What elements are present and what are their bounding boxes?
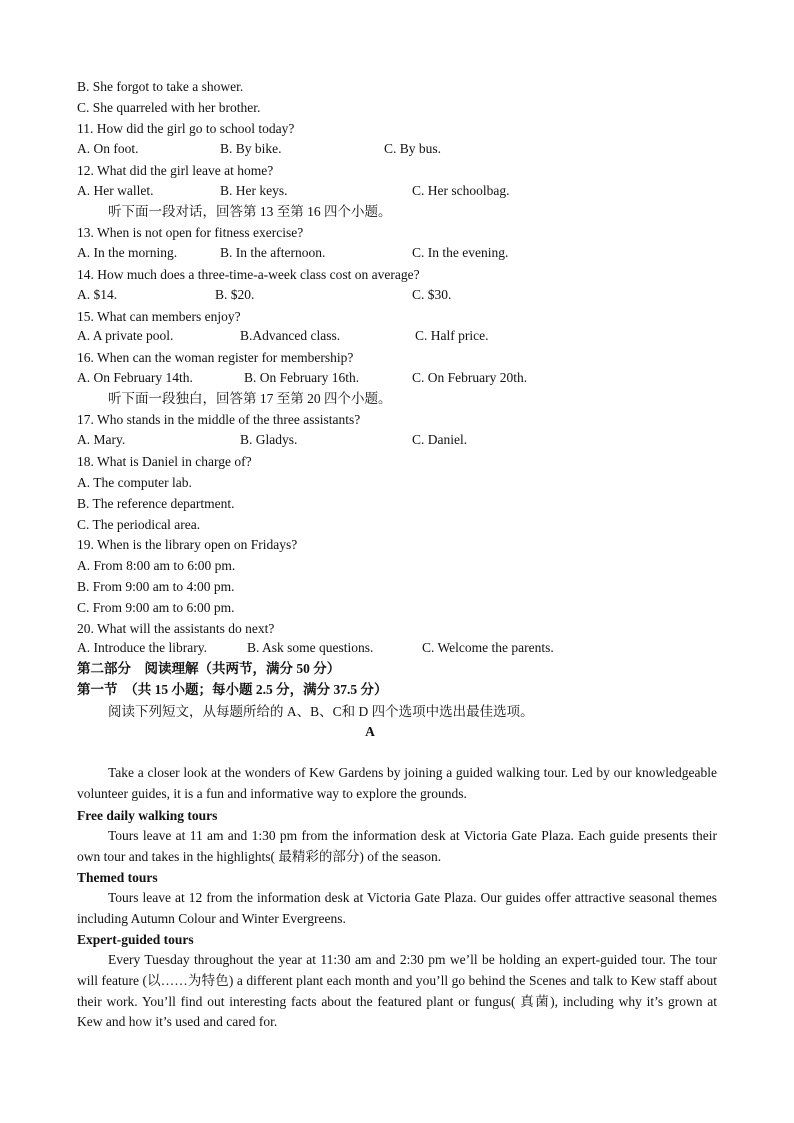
- q14-option-a: A. $14.: [77, 287, 118, 302]
- q18-question: 18. What is Daniel in charge of?: [77, 454, 252, 469]
- q18-option-b: B. The reference department.: [77, 496, 235, 511]
- free-tours-text: Tours leave at 11 am and 1:30 pm from the information desk at Victoria Gate Plaza. Each guide presents their own tour and takes in the highlights( 最精彩的部分) of the season.: [77, 828, 717, 864]
- q17-option-c: C. Daniel.: [412, 432, 468, 447]
- q12-option-c: C. Her schoolbag.: [412, 183, 510, 198]
- q20-question: 20. What will the assistants do next?: [77, 621, 275, 636]
- q16-option-b: B. On February 16th.: [244, 370, 360, 385]
- q11-option-b: B. By bike.: [220, 141, 282, 156]
- passage-label: A: [365, 724, 375, 739]
- q14-question: 14. How much does a three-time-a-week class cost on average?: [77, 267, 420, 282]
- q20-option-c: C. Welcome the parents.: [422, 640, 554, 655]
- q15-option-c: C. Half price.: [415, 328, 489, 343]
- q11-question: 11. How did the girl go to school today?: [77, 121, 295, 136]
- reading-instruction: 阅读下列短文，从每题所给的 A、B、C和 D 四个选项中选出最佳选项。: [108, 704, 534, 719]
- q20-option-a: A. Introduce the library.: [77, 640, 207, 655]
- q17-option-b: B. Gladys.: [240, 432, 298, 447]
- q10-option-b: B. She forgot to take a shower.: [77, 79, 244, 94]
- q13-option-c: C. In the evening.: [412, 245, 509, 260]
- q19-question: 19. When is the library open on Fridays?: [77, 537, 298, 552]
- q18-option-c: C. The periodical area.: [77, 517, 201, 532]
- part-two-title: 第二部分 阅读理解（共两节，满分 50 分）: [77, 661, 341, 676]
- q19-option-b: B. From 9:00 am to 4:00 pm.: [77, 579, 235, 594]
- q15-question: 15. What can members enjoy?: [77, 309, 241, 324]
- q14-option-c: C. $30.: [412, 287, 452, 302]
- q10-option-c: C. She quarreled with her brother.: [77, 100, 261, 115]
- q11-option-a: A. On foot.: [77, 141, 139, 156]
- instruction-17-20: 听下面一段独白，回答第 17 至第 20 四个小题。: [108, 391, 392, 406]
- q15-option-b: B.Advanced class.: [240, 328, 341, 343]
- q18-option-a: A. The computer lab.: [77, 475, 192, 490]
- passage-intro: Take a closer look at the wonders of Kew Gardens by joining a guided walking tour. Led by our knowledgeable volunteer guides, it is a fun and informative way to explore the grounds.: [77, 765, 717, 801]
- q19-option-c: C. From 9:00 am to 6:00 pm.: [77, 600, 235, 615]
- section-one-title: 第一节 （共 15 小题；每小题 2.5 分，满分 37.5 分）: [77, 682, 388, 697]
- q11-option-c: C. By bus.: [384, 141, 442, 156]
- q12-option-a: A. Her wallet.: [77, 183, 154, 198]
- themed-tours-text: Tours leave at 12 from the information desk at Victoria Gate Plaza. Our guides offer attractive seasonal themes including Autumn Colour and Winter Evergreens.: [77, 890, 717, 926]
- q12-option-b: B. Her keys.: [220, 183, 288, 198]
- q19-option-a: A. From 8:00 am to 6:00 pm.: [77, 558, 236, 573]
- q17-question: 17. Who stands in the middle of the three assistants?: [77, 412, 361, 427]
- q16-option-c: C. On February 20th.: [412, 370, 528, 385]
- q13-option-a: A. In the morning.: [77, 245, 178, 260]
- q13-option-b: B. In the afternoon.: [220, 245, 326, 260]
- instruction-13-16: 听下面一段对话，回答第 13 至第 16 四个小题。: [108, 204, 392, 219]
- heading-free-tours: Free daily walking tours: [77, 808, 218, 823]
- q12-question: 12. What did the girl leave at home?: [77, 163, 274, 178]
- q14-option-b: B. $20.: [215, 287, 255, 302]
- heading-themed-tours: Themed tours: [77, 870, 158, 885]
- heading-expert-tours: Expert-guided tours: [77, 932, 194, 947]
- q17-option-a: A. Mary.: [77, 432, 126, 447]
- q15-option-a: A. A private pool.: [77, 328, 174, 343]
- expert-tours-text: Every Tuesday throughout the year at 11:30 am and 2:30 pm we’ll be holding an expert-guided tour. The tour will feature (以……为特色) a different plant each month and you’ll go behind the Scenes and talk to Kew staff about their work. You’ll find out interesting facts about the featured plant or fungus( 真菌), including why it’s grown at Kew and how it’s used and cared for.: [77, 952, 717, 1030]
- q13-question: 13. When is not open for fitness exercise?: [77, 225, 304, 240]
- q16-option-a: A. On February 14th.: [77, 370, 193, 385]
- q16-question: 16. When can the woman register for membership?: [77, 350, 354, 365]
- q20-option-b: B. Ask some questions.: [247, 640, 374, 655]
